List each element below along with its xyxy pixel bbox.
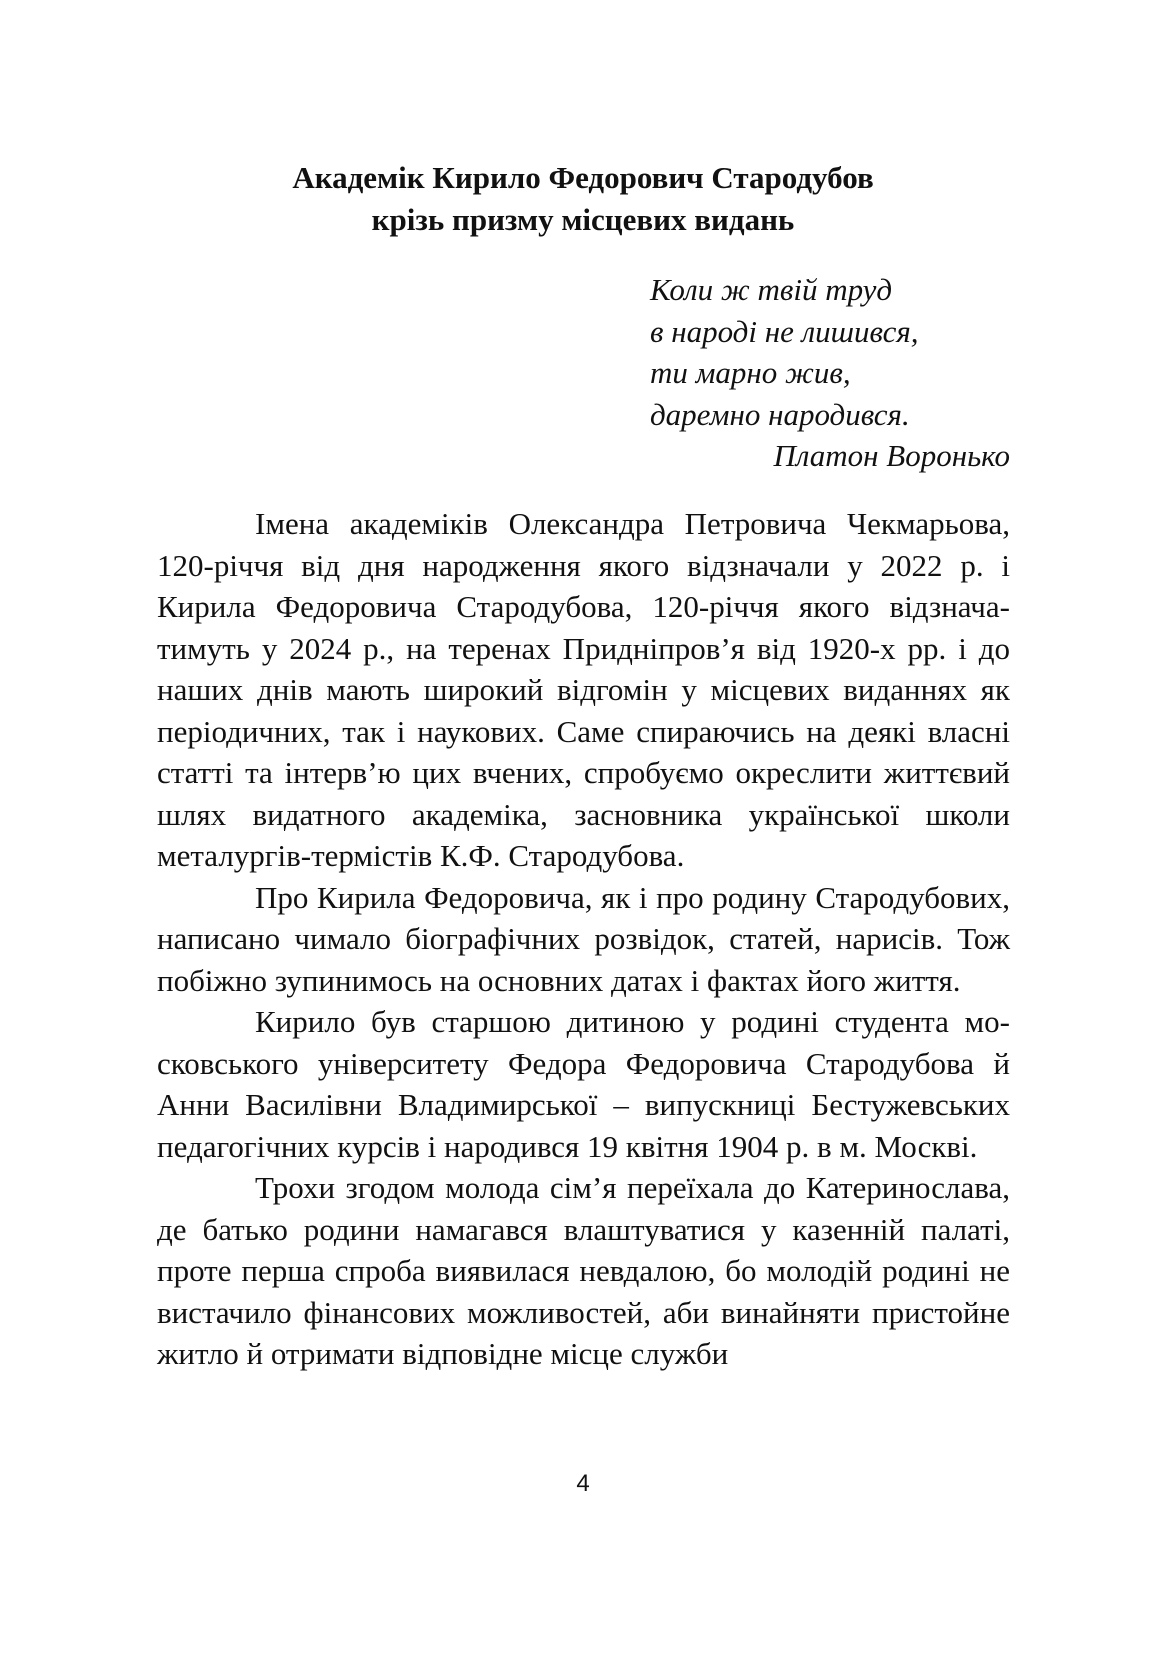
epigraph	[650, 269, 1010, 477]
epigraph-line: Коли ж твій труд	[650, 272, 893, 307]
page-title	[150, 157, 1016, 241]
body-text	[157, 503, 1010, 1375]
paragraph: Трохи згодом молода сім’я переїхала до Катеринослава, де батько родини намагався влаштуватися у казенній палаті, проте перша спроба виявилася невдалою, бо молодій родині не вистачило фінансових можливостей, аби винайняти пристойне житло й отримати відповідне місце служби	[157, 1170, 1010, 1371]
epigraph-line: в народі не лишився,	[650, 313, 919, 349]
title-line-1: Академік Кирило Федорович Стародубов	[292, 160, 874, 195]
epigraph-line: ти марно жив,	[650, 355, 851, 390]
epigraph-author: Платон Воронько	[773, 438, 1010, 473]
title-line-2: крізь призму місцевих видань	[371, 202, 795, 237]
paragraph: Кирило був старшою дитиною у родині студента московського університету Федора Федоровича Стародубова й Анни Василівни Владимирської – випускниці Бестужевських педагогічних курсів і народився 19 квітня 1904 р. в м. Москві.	[157, 1004, 1010, 1164]
epigraph-line: даремно народився.	[650, 396, 910, 432]
paragraph: Імена академіків Олександра Петровича Чекмарьова, 120-річчя від дня народження якого відзначали у 2022 р. і Кирила Федоровича Стародубова, 120-річчя якого відзначатимуть у 2024 р., на теренах Придніпров’я від 1920-х рр. і до наших днів мають широкий відгомін у місцевих виданнях як періодичних, так і наукових. Саме спираючись на деякі власні статті та інтерв’ю цих вчених, спробуємо окреслити життєвий шлях видатного академіка, засновника української школи металургів-термістів К.Ф. Стародубова.	[157, 506, 1010, 873]
page-number: 4	[576, 1470, 590, 1497]
paragraph: Про Кирила Федоровича, як і про родину Стародубових, написано чимало біографічних розвідок, статей, нарисів. Тож побіжно зупинимось на основних датах і фактах його життя.	[157, 879, 1010, 998]
